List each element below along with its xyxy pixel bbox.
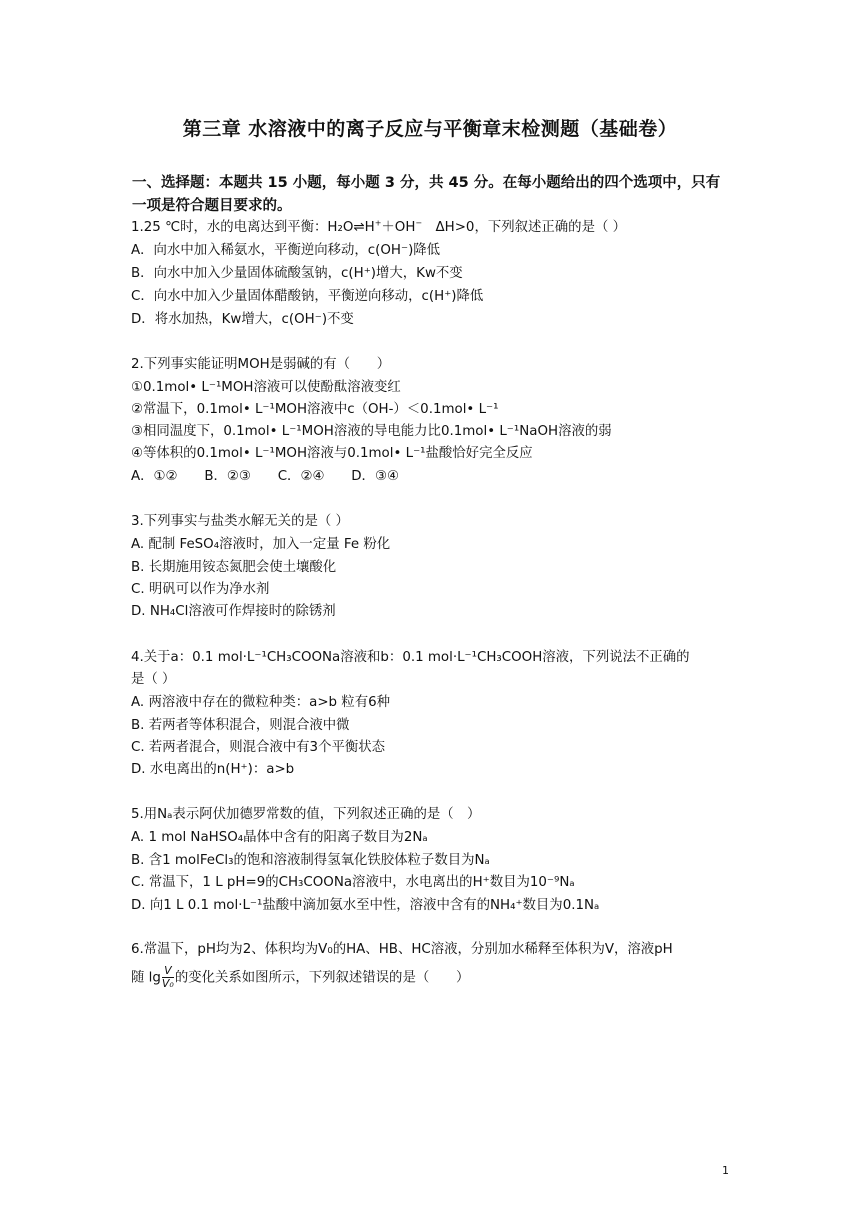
q1-option-c: C．向水中加入少量固体醋酸钠，平衡逆向移动，c(H⁺)降低 <box>131 289 484 304</box>
q2-statement-4: ④等体积的0.1mol• L⁻¹MOH溶液与0.1mol• L⁻¹盐酸恰好完全反应 <box>131 446 533 461</box>
q3-stem: 3.下列事实与盐类水解无关的是（ ） <box>131 514 349 529</box>
q1-option-d: D．将水加热，Kw增大，c(OH⁻)不变 <box>131 312 354 327</box>
page-title: 第三章 水溶液中的离子反应与平衡章末检测题（基础卷） <box>182 118 678 140</box>
q3-option-d: D. NH₄Cl溶液可作焊接时的除锈剂 <box>131 604 336 619</box>
q4-stem-line-1: 4.关于a：0.1 mol·L⁻¹CH₃COONa溶液和b：0.1 mol·L⁻¹CH₃COOH溶液，下列说法不正确的 <box>131 650 690 665</box>
q2-statement-2: ②常温下，0.1mol• L⁻¹MOH溶液中c（OH-）＜0.1mol• L⁻¹ <box>131 402 499 417</box>
q4-option-c: C. 若两者混合，则混合液中有3个平衡状态 <box>131 740 386 755</box>
q1-option-b: B．向水中加入少量固体硫酸氢钠，c(H⁺)增大，Kw不变 <box>131 266 463 281</box>
q6-stem-line-2: 随 lg $\frac{V}{\text{V₀}}$ 的变化关系如图所示，下列叙述错误的是（ ） <box>131 964 470 990</box>
q4-stem-line-2: 是（ ） <box>131 672 176 687</box>
q5-option-b: B. 含1 molFeCl₃的饱和溶液制得氢氧化铁胶体粒子数目为Nₐ <box>131 853 490 868</box>
q5-option-a: A. 1 mol NaHSO₄晶体中含有的阳离子数目为2Nₐ <box>131 830 428 845</box>
q1-stem: 1.25 ℃时，水的电离达到平衡：H₂O⇌H+＋OH− ΔH>0，下列叙述正确的是（ ） <box>131 218 627 235</box>
q3-option-b: B. 长期施用铵态氮肥会使土壤酸化 <box>131 560 337 575</box>
section-heading-line-2: 一项是符合题目要求的。 <box>132 198 292 214</box>
section-heading <box>132 172 752 218</box>
q5-option-d: D. 向1 L 0.1 mol·L⁻¹盐酸中滴加氨水至中性，溶液中含有的NH₄⁺数目为0.1Nₐ <box>131 898 600 913</box>
q4-option-a: A. 两溶液中存在的微粒种类：a>b 粒有6种 <box>131 695 390 710</box>
q2-choices: A．①② B．②③ C．②④ D．③④ <box>131 469 399 484</box>
q6-stem-line-1: 6.常温下，pH均为2、体积均为V₀的HA、HB、HC溶液，分别加水稀释至体积为V，溶液pH <box>131 942 673 957</box>
q2-statement-1: ①0.1mol• L⁻¹MOH溶液可以使酚酞溶液变红 <box>131 380 401 395</box>
q3-option-a: A. 配制 FeSO₄溶液时，加入一定量 Fe 粉化 <box>131 537 391 552</box>
q4-option-d: D. 水电离出的n(H⁺)：a>b <box>131 762 295 777</box>
q5-option-c: C. 常温下，1 L pH=9的CH₃COONa溶液中，水电离出的H⁺数目为10⁻⁹Nₐ <box>131 875 575 890</box>
q2-stem: 2.下列事实能证明MOH是弱碱的有（ ） <box>131 357 391 372</box>
q2-statement-3: ③相同温度下，0.1mol• L⁻¹MOH溶液的导电能力比0.1mol• L⁻¹NaOH溶液的弱 <box>131 424 612 439</box>
q4-option-b: B. 若两者等体积混合，则混合液中微 <box>131 718 350 733</box>
section-heading-line-1: 一、选择题：本题共 15 小题，每小题 3 分，共 45 分。在每小题给出的四个选项中，只有 <box>132 175 721 191</box>
q5-stem: 5.用Nₐ表示阿伏加德罗常数的值，下列叙述正确的是（ ） <box>131 807 481 822</box>
lg-v-over-v0-fraction: $\frac{V}{\text{V₀}}$ <box>161 964 174 990</box>
q3-option-c: C. 明矾可以作为净水剂 <box>131 582 270 597</box>
q1-option-a: A．向水中加入稀氨水，平衡逆向移动，c(OH⁻)降低 <box>131 243 441 258</box>
page-number: 1 <box>722 1164 729 1177</box>
